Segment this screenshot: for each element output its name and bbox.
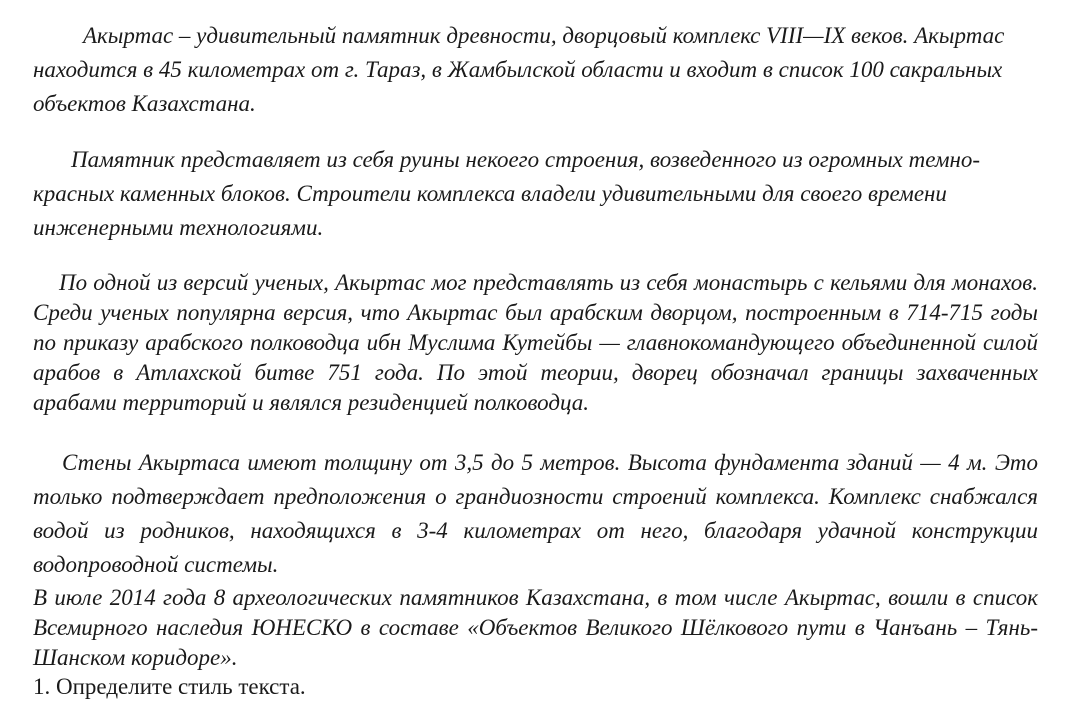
paragraph-description: Памятник представляет из себя руины некоего строения, возведенного из огромных темно-красных каменных блоков. Строители комплекса владели удивительными для своего времени инженерными технологиями. (33, 147, 981, 240)
paragraph-walls: Стены Акыртаса имеют толщину от 3,5 до 5 метров. Высота фундамента зданий — 4 м. Это только подтверждает предположения о грандиозности строений комплекса. Комплекс снабжался водой из родников, находящихся в 3-4 километрах от него, благодаря удачной конструкции водопроводной системы. (33, 450, 1038, 577)
question-item: 1. Определите стиль текста. (33, 674, 306, 699)
paragraph-intro: Акыртас – удивительный памятник древности, дворцовый комплекс VIII—IX веков. Акыртас находится в 45 километрах от г. Тараз, в Жамбылской области и входит в список 100 сакральных объектов Казахстана. (33, 23, 1005, 116)
paragraph-unesco: В июле 2014 года 8 археологических памятников Казахстана, в том числе Акыртас, вошли в список Всемирного наследия ЮНЕСКО в составе «Объектов Великого Шёлкового пути в Чанъань – Тянь-Шанском коридоре». (33, 585, 1038, 670)
paragraph-versions: По одной из версий ученых, Акыртас мог представлять из себя монастырь с кельями для монахов. Среди ученых популярна версия, что Акыртас был арабским дворцом, построенным в 714-715 годы по приказу арабского полководца ибн Муслима Кутейбы — главнокомандующего объединенной силой арабов в Атлахской битве 751 года. По этой теории, дворец обозначал границы захваченных арабами территорий и являлся резиденцией полководца. (33, 270, 1038, 415)
